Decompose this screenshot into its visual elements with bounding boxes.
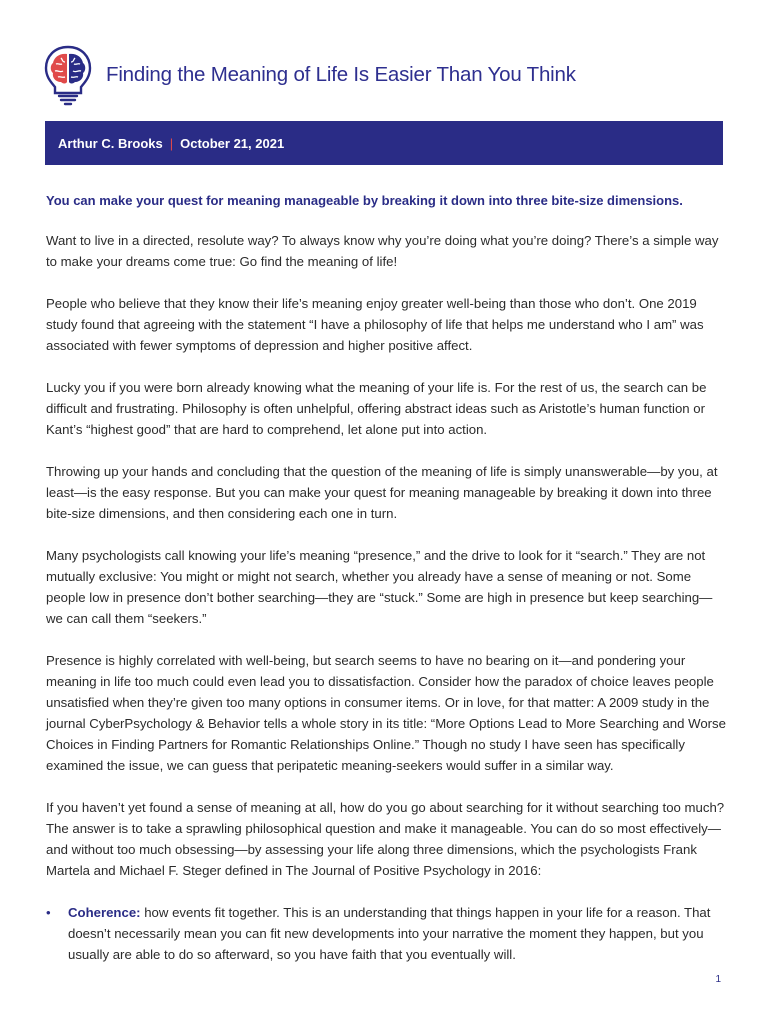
paragraph: Throwing up your hands and concluding that the question of the meaning of life is simply unanswerable—by you, at least—is the easy response. But you can make your quest for meaning manageable by breaking it down into three bite-size dimensions, and then considering each one in turn. xyxy=(46,464,718,521)
byline-separator: | xyxy=(169,135,174,151)
brain-lightbulb-icon xyxy=(42,44,94,106)
paragraph: Many psychologists call knowing your life’s meaning “presence,” and the drive to look for it “search.” They are not mutually exclusive: You might or might not search, whether you already have a sense of meaning or not. Some people low in presence don’t bother searching—they are “stuck.” Some are high in presence but keep searching—we can call them “seekers.” xyxy=(46,548,713,626)
paragraph: People who believe that they know their life’s meaning enjoy greater well-being than those who don’t. One 2019 study found that agreeing with the statement “I have a philosophy of life that helps me understand who I am” was associated with fewer symptoms of depression and higher positive affect. xyxy=(46,296,704,353)
byline-bar xyxy=(45,121,723,165)
bullet-term: Coherence: xyxy=(68,905,141,920)
paragraph: Lucky you if you were born already knowing what the meaning of your life is. For the rest of us, the search can be difficult and frustrating. Philosophy is often unhelpful, offering abstract ideas such as Aristotle’s human function or Kant’s “highest good” that are hard to comprehend, let alone put into action. xyxy=(46,380,707,437)
publish-date: October 21, 2021 xyxy=(180,135,285,151)
article-lead: You can make your quest for meaning manageable by breaking it down into three bite-size dimensions. xyxy=(46,193,683,208)
dimensions-list xyxy=(46,902,726,965)
list-item xyxy=(46,902,726,965)
bullet-text: how events fit together. This is an understanding that things happen in your life for a reason. That doesn’t necessarily mean you can fit new developments into your narrative the moment they happen, but you usually are able to do so afterward, so you have faith that you eventually will. xyxy=(68,905,711,962)
paragraph: Want to live in a directed, resolute way? To always know why you’re doing what you’re doing? There’s a simple way to make your dreams come true: Go find the meaning of life! xyxy=(46,233,719,269)
page-number: 1 xyxy=(715,974,721,985)
article-body xyxy=(46,190,726,965)
author-name: Arthur C. Brooks xyxy=(58,135,163,151)
paragraph: If you haven’t yet found a sense of meaning at all, how do you go about searching for it without searching too much? The answer is to take a sprawling philosophical question and make it manageable. You can do so most effectively—and without too much obsessing—by assessing your life along three dimensions, which the psychologists Frank Martela and Michael F. Steger defined in The Journal of Positive Psychology in 2016: xyxy=(46,800,725,878)
page-header xyxy=(42,44,576,106)
bullet-dot: • xyxy=(46,905,51,920)
paragraph: Presence is highly correlated with well-being, but search seems to have no bearing on it—and pondering your meaning in life too much could even lead you to dissatisfaction. Consider how the paradox of choice leaves people unsatisfied when they’re given too many options in consumer items. Or in love, for that matter: A 2009 study in the journal CyberPsychology & Behavior tells a whole story in its title: “More Options Lead to More Searching and Worse Choices in Finding Partners for Romantic Relationships Online.” Though no study I have seen has specifically examined the issue, we can guess that peripatetic meaning-seekers would suffer in a similar way. xyxy=(46,653,726,773)
page-title: Finding the Meaning of Life Is Easier Than You Think xyxy=(106,63,576,86)
